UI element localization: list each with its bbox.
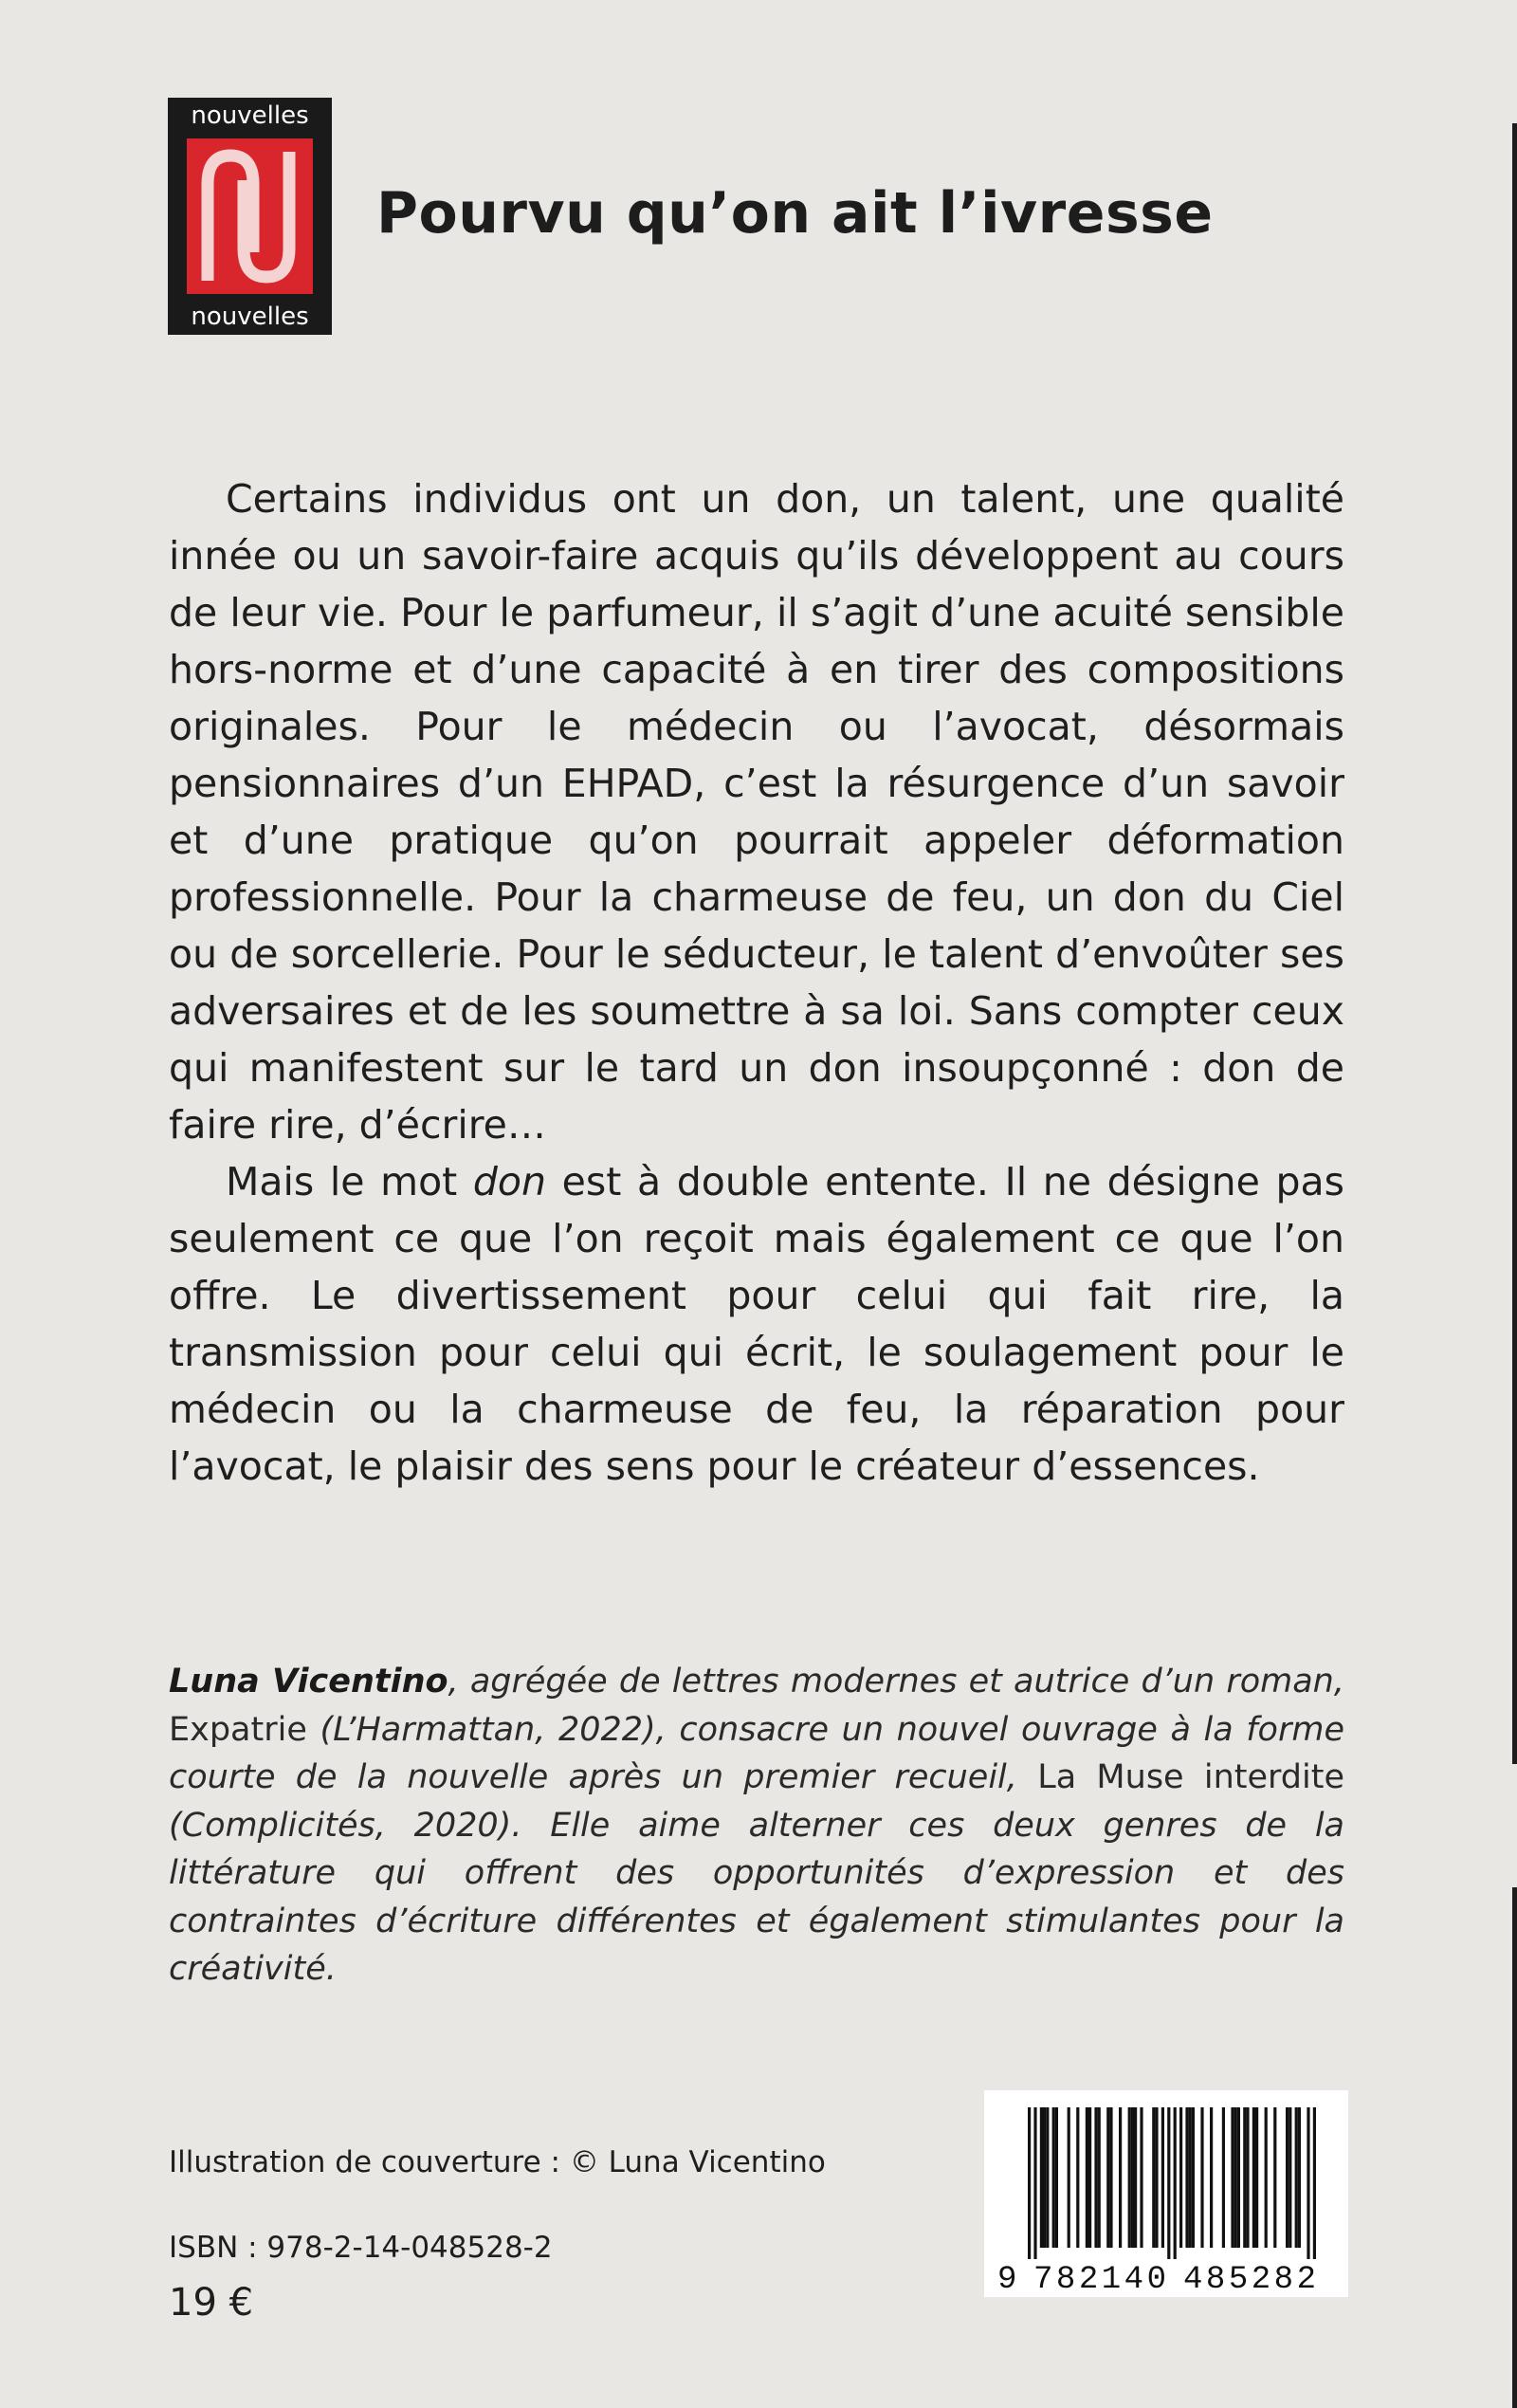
barcode-bar xyxy=(1234,2107,1237,2248)
barcode-bar xyxy=(1289,2107,1291,2248)
barcode-bar xyxy=(1131,2107,1134,2248)
bio-book-title-2: La Muse interdite xyxy=(1037,1758,1344,1796)
nu-monogram-icon xyxy=(187,138,313,294)
logo-monogram-panel xyxy=(187,138,313,294)
barcode-bar xyxy=(1255,2107,1258,2248)
barcode-bar xyxy=(1119,2107,1122,2248)
barcode-bar xyxy=(1237,2107,1240,2248)
barcode-bar xyxy=(1033,2107,1036,2259)
barcode-bar xyxy=(1192,2107,1195,2248)
blurb-paragraph-2 xyxy=(169,1153,1344,1495)
barcode-bar xyxy=(1189,2107,1192,2248)
barcode-bar xyxy=(1185,2107,1188,2248)
barcode-bar xyxy=(1295,2107,1298,2248)
barcode-bar xyxy=(1076,2107,1079,2248)
logo-top-text: nouvelles xyxy=(191,101,309,130)
page-edge xyxy=(1512,0,1517,2408)
isbn-barcode xyxy=(984,2090,1348,2297)
page-edge-gap xyxy=(1512,1764,1517,1887)
barcode-bar xyxy=(1265,2107,1268,2248)
barcode-bar xyxy=(1161,2107,1164,2248)
blurb-paragraph-1: Certains individus ont un don, un talent, une qualité innée ou un savoir-faire acquis qu’ils développent au cours de leur vie. Pour le parfumeur, il s’agit d’une acuité sensible hors-norme et d’une capacité à en tirer des compositions originales. Pour le médecin ou l’avocat, désormais pensionnaires d’un EHPAD, c’est la résurgence d’un savoir et d’une pratique qu’on pourrait appeler déformation professionnelle. Pour la charmeuse de feu, un don du Ciel ou de sorcellerie. Pour le séducteur, le talent d’envoûter ses adversaires et de les soumettre à sa loi. Sans compter ceux qui manifestent sur le tard un don insoupçonné : don de faire rire, d’écrire… xyxy=(169,476,1344,1148)
barcode-bar xyxy=(1140,2107,1142,2248)
blurb-p2-text-start: Mais le mot xyxy=(226,1159,473,1204)
barcode-bar xyxy=(1231,2107,1234,2248)
barcode-bar xyxy=(1252,2107,1255,2248)
barcode-left-digits: 782140 xyxy=(1033,2262,1166,2297)
barcode-bar xyxy=(1307,2107,1309,2259)
barcode-first-digit: 9 xyxy=(997,2262,1017,2297)
barcode-bar xyxy=(1179,2107,1182,2248)
blurb-p2-emphasis: don xyxy=(472,1159,547,1204)
barcode-bar xyxy=(1068,2107,1070,2248)
bio-book-title-1: Expatrie xyxy=(169,1710,307,1749)
barcode-bar xyxy=(1134,2107,1137,2248)
barcode-bar xyxy=(1098,2107,1101,2248)
barcode-bar xyxy=(1106,2107,1109,2248)
publisher-logo xyxy=(168,98,332,335)
barcode-bar xyxy=(1152,2107,1155,2248)
barcode-bar xyxy=(1210,2107,1213,2248)
barcode-bar xyxy=(1200,2107,1203,2248)
barcode-bars xyxy=(1028,2107,1316,2259)
barcode-bar xyxy=(1086,2107,1088,2248)
cover-illustration-credit: Illustration de couverture : © Luna Vicentino xyxy=(169,2145,826,2179)
barcode-bar xyxy=(1028,2107,1031,2259)
barcode-bar xyxy=(1222,2107,1225,2248)
barcode-bar xyxy=(1052,2107,1055,2248)
barcode-bar xyxy=(1088,2107,1091,2248)
page-edge-gap-top xyxy=(1512,0,1517,123)
author-bio xyxy=(169,1658,1344,1994)
barcode-graphic xyxy=(984,2090,1348,2297)
back-cover-blurb xyxy=(169,470,1344,1495)
barcode-bar xyxy=(1109,2107,1112,2248)
barcode-bar xyxy=(1174,2107,1177,2259)
barcode-bar xyxy=(1155,2107,1158,2248)
barcode-bar xyxy=(1128,2107,1131,2248)
barcode-bar xyxy=(1286,2107,1289,2248)
blurb-p2-text-end: est à double entente. Il ne désigne pas seulement ce que l’on reçoit mais également ce que l’on offre. Le divertissement pour celui qui fait rire, la transmission pour celui qui écrit, le soulagement pour le médecin ou la charmeuse de feu, la réparation pour l’avocat, le plaisir des sens pour le créateur d’essences. xyxy=(169,1159,1344,1489)
isbn-number: ISBN : 978-2-14-048528-2 xyxy=(169,2231,553,2265)
bio-text-3: (Complicités, 2020). Elle aime alterner ces deux genres de la littérature qui offrent des opportunités d’expression et des contraintes d’écriture différentes et également stimulantes pour la créativité. xyxy=(169,1806,1344,1988)
author-name: Luna Vicentino xyxy=(169,1663,448,1700)
price: 19 € xyxy=(169,2281,254,2325)
barcode-right-digits: 485282 xyxy=(1183,2262,1316,2297)
barcode-bar xyxy=(1246,2107,1249,2248)
barcode-bar xyxy=(1040,2107,1043,2248)
bio-text-1: , agrégée de lettres modernes et autrice d’un roman, xyxy=(448,1663,1344,1700)
barcode-bar xyxy=(1298,2107,1301,2248)
barcode-bar xyxy=(1273,2107,1276,2248)
book-title: Pourvu qu’on ait l’ivresse xyxy=(376,180,1214,247)
barcode-bar xyxy=(1046,2107,1049,2248)
barcode-bar xyxy=(1055,2107,1058,2248)
barcode-bar xyxy=(1043,2107,1046,2248)
logo-bottom-text: nouvelles xyxy=(191,303,309,331)
bio-text-2: (L’Harmattan, 2022), consacre un nouvel ouvrage à la forme courte de la nouvelle après un premier recueil, xyxy=(169,1710,1344,1796)
barcode-bar xyxy=(1243,2107,1246,2248)
barcode-bar xyxy=(1313,2107,1316,2259)
barcode-bar xyxy=(1167,2107,1170,2259)
barcode-bar xyxy=(1094,2107,1097,2248)
